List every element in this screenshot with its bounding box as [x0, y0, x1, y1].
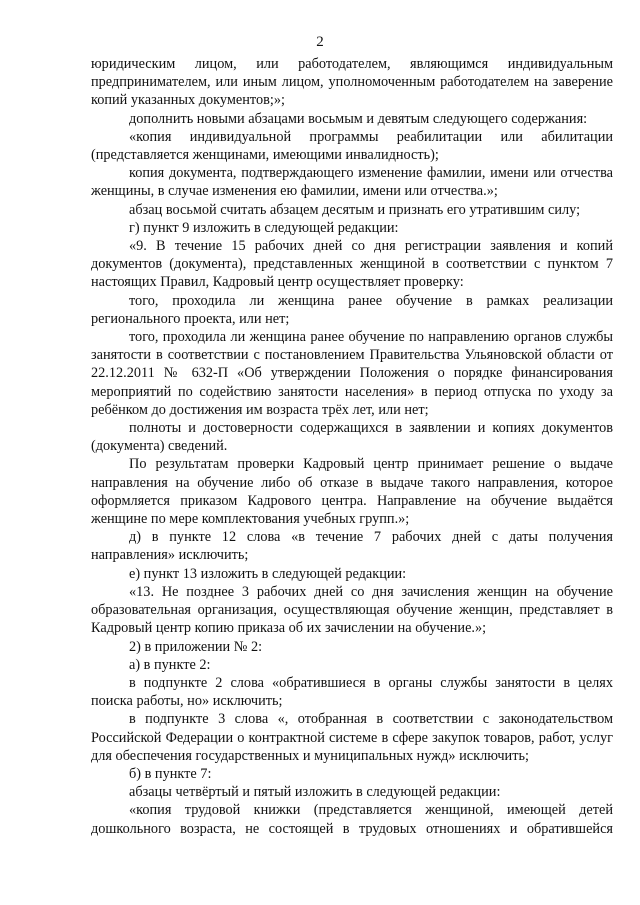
- paragraph-21-line-1: «копия трудовой книжки (представляется женщиной, имеющей детей: [129, 802, 613, 819]
- paragraph-16: а) в пункте 2:: [129, 656, 211, 673]
- page-number: 2: [316, 34, 324, 50]
- paragraph-19: б) в пункте 7:: [129, 765, 212, 782]
- paragraph-1: юридическим лицом, или работодателем, являющимся индивидуальным предпринимателем, или иным лицом, уполномоченным работодателем на заверение копий указанных документов;»;: [91, 56, 613, 109]
- paragraph-14: «13. Не позднее 3 рабочих дней со дня зачисления женщин на обучение образовательная организация, осуществляющая обучение женщин, представляет в Кадровый центр копию приказа об их зачислении на обучение.»;: [91, 583, 613, 637]
- paragraph-17: в подпункте 2 слова «обратившиеся в органы службы занятости в целях поиска работы, но» исключить;: [91, 674, 613, 710]
- paragraph-6: г) пункт 9 изложить в следующей редакции:: [129, 219, 399, 236]
- paragraph-8: того, проходила ли женщина ранее обучение в рамках реализации регионального проекта, или нет;: [91, 292, 613, 327]
- paragraph-5: абзац восьмой считать абзацем десятым и признать его утратившим силу;: [129, 201, 581, 218]
- document-body: [91, 55, 613, 838]
- paragraph-13: е) пункт 13 изложить в следующей редакции:: [129, 565, 407, 582]
- paragraph-4: копия документа, подтверждающего изменение фамилии, имени или отчества женщины, в случае изменения ею фамилии, имени или отчества.»;: [91, 165, 613, 200]
- paragraph-15: 2) в приложении № 2:: [129, 638, 263, 655]
- paragraph-9: того, проходила ли женщина ранее обучение по направлению органов службы занятости в соответствии с постановлением Правительства Ульяновской области от 22.12.2011 № 632-П «Об утверждении Положения о порядке финансирования мероприятий по содействию занятости населения» в период отпуска по уходу за ребёнком до достижения им возраста трёх лет, или нет;: [91, 329, 613, 418]
- paragraph-7: «9. В течение 15 рабочих дней со дня регистрации заявления и копий документов (документа), представленных женщиной в соответствии с пунктом 7 настоящих Правил, Кадровый центр осуществляет проверку:: [91, 238, 613, 291]
- paragraph-10: полноты и достоверности содержащихся в заявлении и копиях документов (документа) сведений.: [91, 420, 613, 455]
- paragraph-12: д) в пункте 12 слова «в течение 7 рабочих дней с даты получения направления» исключить;: [91, 529, 613, 564]
- paragraph-18: в подпункте 3 слова «, отобранная в соответствии с законодательством Российской Федерации о контрактной системе в сфере закупок товаров, работ, услуг для обеспечения государственных и муниципальных нужд» исключить;: [91, 711, 613, 764]
- paragraph-3: «копия индивидуальной программы реабилитации или абилитации (представляется женщинами, имеющими инвалидность);: [91, 128, 613, 164]
- paragraph-20: абзацы четвёртый и пятый изложить в следующей редакции:: [129, 784, 501, 801]
- paragraph-21-line-2: дошкольного возраста, не состоящей в трудовых отношениях и обратившейся: [91, 820, 613, 837]
- paragraph-2: дополнить новыми абзацами восьмым и девятым следующего содержания:: [129, 110, 588, 127]
- paragraph-11: По результатам проверки Кадровый центр принимает решение о выдаче направления на обучение либо об отказе в выдаче такого направления, которое оформляется приказом Кадрового центра. Направление на обучение выдаётся женщине по мере комплектования учебных групп.»;: [91, 456, 613, 528]
